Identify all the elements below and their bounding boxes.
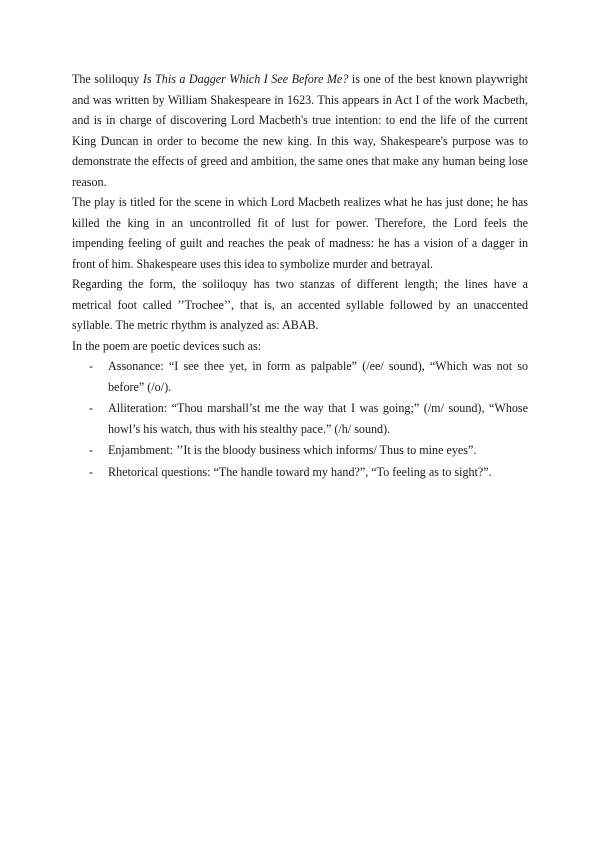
devices-intro: In the poem are poetic devices such as: <box>72 338 262 353</box>
list-bullet: - <box>89 359 94 373</box>
device-item-enjambment <box>72 440 528 461</box>
devices-list <box>72 356 528 482</box>
intro-paragraph <box>72 69 528 192</box>
document-page <box>72 69 528 483</box>
play-paragraph: The play is titled for the scene in which Lord Macbeth realizes what he has just done; he has killed the king in an uncontrolled fit of lust for power. Therefore, the Lord feels the impending feeling of guilt and reaches the peak of madness: he has a vision of a dagger in front of him. Shakespeare uses this idea to symbolize murder and betrayal. <box>72 195 528 271</box>
device-text: Assonance: “I see thee yet, in form as palpable” (/ee/ sound), “Which was not so before” (/o/). <box>108 359 528 394</box>
intro-prefix: The soliloquy <box>72 72 143 86</box>
device-item-assonance <box>72 356 528 397</box>
device-text: Alliteration: “Thou marshall’st me the way that I was going;” (/m/ sound), “Whose howl’s his watch, thus with his stealthy pace.” (/h/ sound). <box>108 401 528 436</box>
soliloquy-title: Is This a Dagger Which I See Before Me? <box>142 72 349 86</box>
form-paragraph: Regarding the form, the soliloquy has two stanzas of different length; the lines have a metrical foot called ’’Trochee’’, that is, an accented syllable followed by an unaccented syllable. The metric rhythm is analyzed as: ABAB. <box>72 277 528 332</box>
list-bullet: - <box>89 464 94 479</box>
device-text: Rhetorical questions: “The handle toward my hand?”, “To feeling as to sight?”. <box>108 464 492 479</box>
list-bullet: - <box>89 401 94 415</box>
intro-body: is one of the best known playwright and was written by William Shakespeare in 1623. This appears in Act I of the work Macbeth, and is in charge of discovering Lord Macbeth's true intention: to end the life of the current King Duncan in order to become the new king. In this way, Shakespeare's purpose was to demonstrate the effects of greed and ambition, the same ones that make any human being lose reason. <box>72 72 529 189</box>
device-item-alliteration <box>72 398 528 439</box>
device-item-rhetorical-questions <box>72 462 528 483</box>
device-text: Enjambment: ’’It is the bloody business which informs/ Thus to mine eyes”. <box>108 443 477 457</box>
list-bullet: - <box>89 443 94 457</box>
